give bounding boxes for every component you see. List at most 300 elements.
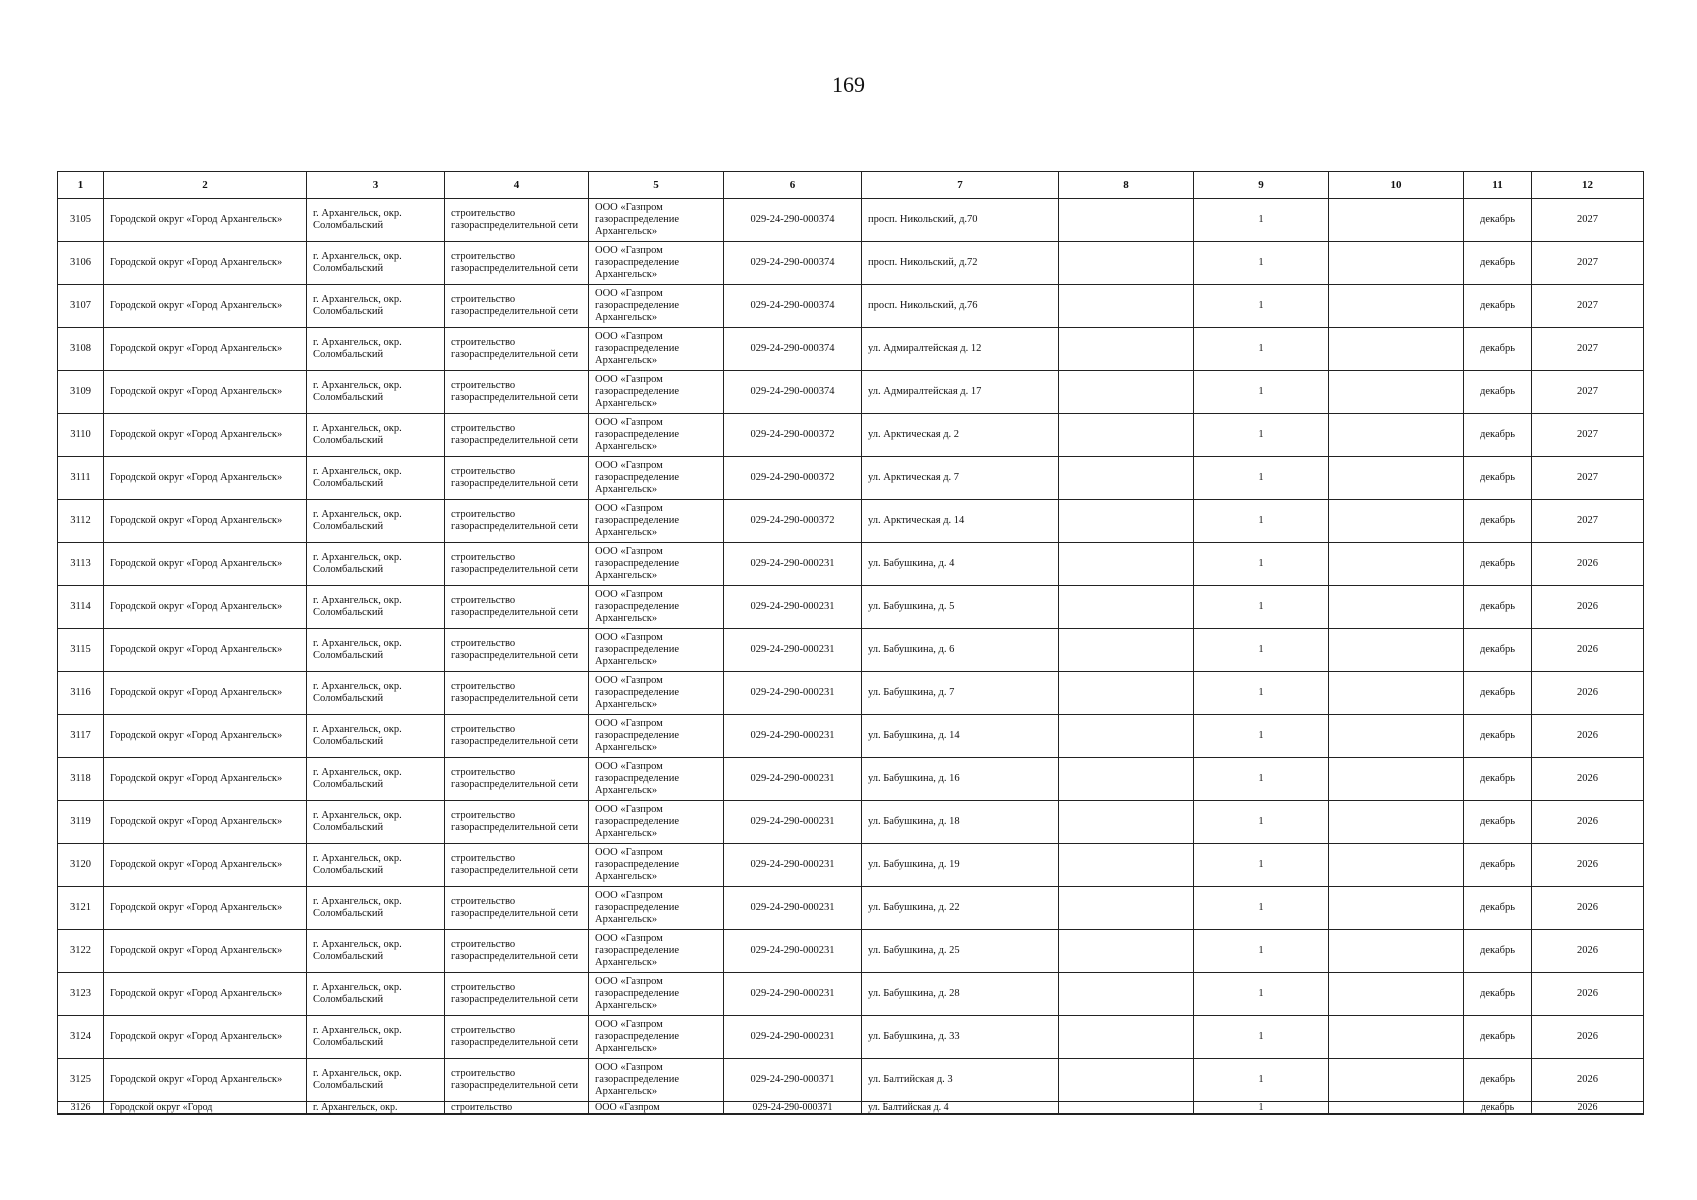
- month-cell: декабрь: [1464, 328, 1532, 371]
- table-row: [58, 844, 1644, 887]
- column-8-cell: [1059, 844, 1194, 887]
- locality-cell: г. Архангельск, окр. Соломбальский: [307, 371, 445, 414]
- quantity-cell: 1: [1194, 457, 1329, 500]
- table-row: [58, 199, 1644, 242]
- table-row: [58, 887, 1644, 930]
- organization-cell: ООО «Газпром газораспределение Архангельск»: [589, 371, 724, 414]
- month-cell: декабрь: [1464, 715, 1532, 758]
- work-type-cell: строительство: [445, 1102, 589, 1115]
- column-header: 2: [104, 172, 307, 199]
- column-header: 11: [1464, 172, 1532, 199]
- code-cell: 029-24-290-000372: [724, 457, 862, 500]
- work-type-cell: строительство газораспределительной сети: [445, 715, 589, 758]
- district-cell: Городской округ «Город Архангельск»: [104, 199, 307, 242]
- row-number-cell: 3112: [58, 500, 104, 543]
- quantity-cell: 1: [1194, 758, 1329, 801]
- code-cell: 029-24-290-000231: [724, 973, 862, 1016]
- column-8-cell: [1059, 715, 1194, 758]
- quantity-cell: 1: [1194, 328, 1329, 371]
- row-number-cell: 3110: [58, 414, 104, 457]
- table-row: [58, 758, 1644, 801]
- column-10-cell: [1329, 414, 1464, 457]
- row-number-cell: 3123: [58, 973, 104, 1016]
- code-cell: 029-24-290-000374: [724, 328, 862, 371]
- quantity-cell: 1: [1194, 1059, 1329, 1102]
- district-cell: Городской округ «Город Архангельск»: [104, 500, 307, 543]
- organization-cell: ООО «Газпром: [589, 1102, 724, 1115]
- row-number-cell: 3120: [58, 844, 104, 887]
- year-cell: 2027: [1532, 285, 1644, 328]
- year-cell: 2026: [1532, 586, 1644, 629]
- organization-cell: ООО «Газпром газораспределение Архангельск»: [589, 844, 724, 887]
- row-number-cell: 3109: [58, 371, 104, 414]
- work-type-cell: строительство газораспределительной сети: [445, 457, 589, 500]
- address-cell: ул. Бабушкина, д. 22: [862, 887, 1059, 930]
- month-cell: декабрь: [1464, 629, 1532, 672]
- address-cell: ул. Бабушкина, д. 28: [862, 973, 1059, 1016]
- district-cell: Городской округ «Город Архангельск»: [104, 242, 307, 285]
- column-8-cell: [1059, 328, 1194, 371]
- locality-cell: г. Архангельск, окр. Соломбальский: [307, 285, 445, 328]
- column-8-cell: [1059, 672, 1194, 715]
- quantity-cell: 1: [1194, 414, 1329, 457]
- column-header: 6: [724, 172, 862, 199]
- table-row: [58, 328, 1644, 371]
- locality-cell: г. Архангельск, окр. Соломбальский: [307, 844, 445, 887]
- work-type-cell: строительство газораспределительной сети: [445, 801, 589, 844]
- address-cell: ул. Адмиралтейская д. 12: [862, 328, 1059, 371]
- quantity-cell: 1: [1194, 973, 1329, 1016]
- year-cell: 2026: [1532, 543, 1644, 586]
- work-type-cell: строительство газораспределительной сети: [445, 500, 589, 543]
- column-10-cell: [1329, 500, 1464, 543]
- organization-cell: ООО «Газпром газораспределение Архангельск»: [589, 930, 724, 973]
- district-cell: Городской округ «Город Архангельск»: [104, 715, 307, 758]
- table-row: [58, 242, 1644, 285]
- column-header: 3: [307, 172, 445, 199]
- address-cell: просп. Никольский, д.72: [862, 242, 1059, 285]
- quantity-cell: 1: [1194, 715, 1329, 758]
- month-cell: декабрь: [1464, 1059, 1532, 1102]
- year-cell: 2027: [1532, 500, 1644, 543]
- row-number-cell: 3118: [58, 758, 104, 801]
- district-cell: Городской округ «Город: [104, 1102, 307, 1115]
- district-cell: Городской округ «Город Архангельск»: [104, 1016, 307, 1059]
- year-cell: 2027: [1532, 199, 1644, 242]
- address-cell: ул. Арктическая д. 14: [862, 500, 1059, 543]
- column-header: 9: [1194, 172, 1329, 199]
- month-cell: декабрь: [1464, 758, 1532, 801]
- year-cell: 2026: [1532, 715, 1644, 758]
- column-header: 5: [589, 172, 724, 199]
- table-row: [58, 1102, 1644, 1115]
- quantity-cell: 1: [1194, 371, 1329, 414]
- locality-cell: г. Архангельск, окр. Соломбальский: [307, 758, 445, 801]
- row-number-cell: 3113: [58, 543, 104, 586]
- month-cell: декабрь: [1464, 930, 1532, 973]
- locality-cell: г. Архангельск, окр. Соломбальский: [307, 328, 445, 371]
- district-cell: Городской округ «Город Архангельск»: [104, 887, 307, 930]
- table-row: [58, 414, 1644, 457]
- code-cell: 029-24-290-000372: [724, 500, 862, 543]
- organization-cell: ООО «Газпром газораспределение Архангельск»: [589, 1016, 724, 1059]
- work-type-cell: строительство газораспределительной сети: [445, 242, 589, 285]
- address-cell: ул. Адмиралтейская д. 17: [862, 371, 1059, 414]
- month-cell: декабрь: [1464, 801, 1532, 844]
- year-cell: 2026: [1532, 973, 1644, 1016]
- district-cell: Городской округ «Город Архангельск»: [104, 973, 307, 1016]
- quantity-cell: 1: [1194, 1102, 1329, 1115]
- column-8-cell: [1059, 887, 1194, 930]
- code-cell: 029-24-290-000231: [724, 887, 862, 930]
- year-cell: 2026: [1532, 887, 1644, 930]
- locality-cell: г. Архангельск, окр. Соломбальский: [307, 500, 445, 543]
- year-cell: 2026: [1532, 1102, 1644, 1115]
- code-cell: 029-24-290-000231: [724, 543, 862, 586]
- column-8-cell: [1059, 758, 1194, 801]
- table-row: [58, 1016, 1644, 1059]
- year-cell: 2026: [1532, 629, 1644, 672]
- month-cell: декабрь: [1464, 844, 1532, 887]
- column-header: 1: [58, 172, 104, 199]
- year-cell: 2026: [1532, 930, 1644, 973]
- year-cell: 2026: [1532, 1016, 1644, 1059]
- district-cell: Городской округ «Город Архангельск»: [104, 930, 307, 973]
- table-row: [58, 285, 1644, 328]
- address-cell: просп. Никольский, д.70: [862, 199, 1059, 242]
- address-cell: просп. Никольский, д.76: [862, 285, 1059, 328]
- column-10-cell: [1329, 801, 1464, 844]
- table-row: [58, 973, 1644, 1016]
- work-type-cell: строительство газораспределительной сети: [445, 930, 589, 973]
- organization-cell: ООО «Газпром газораспределение Архангельск»: [589, 801, 724, 844]
- table-row: [58, 930, 1644, 973]
- column-8-cell: [1059, 586, 1194, 629]
- table-body: [58, 172, 1644, 1115]
- column-10-cell: [1329, 1059, 1464, 1102]
- table-header-row: [58, 172, 1644, 199]
- row-number-cell: 3124: [58, 1016, 104, 1059]
- column-8-cell: [1059, 1059, 1194, 1102]
- work-type-cell: строительство газораспределительной сети: [445, 586, 589, 629]
- column-10-cell: [1329, 973, 1464, 1016]
- code-cell: 029-24-290-000231: [724, 801, 862, 844]
- work-type-cell: строительство газораспределительной сети: [445, 672, 589, 715]
- quantity-cell: 1: [1194, 672, 1329, 715]
- month-cell: декабрь: [1464, 543, 1532, 586]
- year-cell: 2027: [1532, 371, 1644, 414]
- code-cell: 029-24-290-000374: [724, 285, 862, 328]
- locality-cell: г. Архангельск, окр. Соломбальский: [307, 543, 445, 586]
- organization-cell: ООО «Газпром газораспределение Архангельск»: [589, 328, 724, 371]
- column-8-cell: [1059, 801, 1194, 844]
- district-cell: Городской округ «Город Архангельск»: [104, 1059, 307, 1102]
- code-cell: 029-24-290-000231: [724, 1016, 862, 1059]
- column-10-cell: [1329, 586, 1464, 629]
- address-cell: ул. Бабушкина, д. 25: [862, 930, 1059, 973]
- column-10-cell: [1329, 629, 1464, 672]
- district-cell: Городской округ «Город Архангельск»: [104, 328, 307, 371]
- work-type-cell: строительство газораспределительной сети: [445, 285, 589, 328]
- row-number-cell: 3116: [58, 672, 104, 715]
- district-cell: Городской округ «Город Архангельск»: [104, 629, 307, 672]
- year-cell: 2026: [1532, 758, 1644, 801]
- month-cell: декабрь: [1464, 371, 1532, 414]
- locality-cell: г. Архангельск, окр. Соломбальский: [307, 887, 445, 930]
- work-type-cell: строительство газораспределительной сети: [445, 1016, 589, 1059]
- address-cell: ул. Бабушкина, д. 19: [862, 844, 1059, 887]
- column-10-cell: [1329, 199, 1464, 242]
- column-8-cell: [1059, 543, 1194, 586]
- organization-cell: ООО «Газпром газораспределение Архангельск»: [589, 672, 724, 715]
- column-8-cell: [1059, 285, 1194, 328]
- address-cell: ул. Арктическая д. 7: [862, 457, 1059, 500]
- month-cell: декабрь: [1464, 242, 1532, 285]
- code-cell: 029-24-290-000372: [724, 414, 862, 457]
- month-cell: декабрь: [1464, 973, 1532, 1016]
- month-cell: декабрь: [1464, 672, 1532, 715]
- row-number-cell: 3125: [58, 1059, 104, 1102]
- column-header: 7: [862, 172, 1059, 199]
- code-cell: 029-24-290-000374: [724, 371, 862, 414]
- column-header: 8: [1059, 172, 1194, 199]
- column-10-cell: [1329, 887, 1464, 930]
- column-header: 10: [1329, 172, 1464, 199]
- table-row: [58, 586, 1644, 629]
- month-cell: декабрь: [1464, 887, 1532, 930]
- organization-cell: ООО «Газпром газораспределение Архангельск»: [589, 1059, 724, 1102]
- table-row: [58, 1059, 1644, 1102]
- row-number-cell: 3107: [58, 285, 104, 328]
- year-cell: 2026: [1532, 801, 1644, 844]
- work-type-cell: строительство газораспределительной сети: [445, 328, 589, 371]
- code-cell: 029-24-290-000231: [724, 586, 862, 629]
- quantity-cell: 1: [1194, 930, 1329, 973]
- year-cell: 2027: [1532, 242, 1644, 285]
- column-8-cell: [1059, 500, 1194, 543]
- year-cell: 2026: [1532, 672, 1644, 715]
- row-number-cell: 3106: [58, 242, 104, 285]
- work-type-cell: строительство газораспределительной сети: [445, 844, 589, 887]
- row-number-cell: 3119: [58, 801, 104, 844]
- month-cell: декабрь: [1464, 1102, 1532, 1115]
- month-cell: декабрь: [1464, 1016, 1532, 1059]
- locality-cell: г. Архангельск, окр. Соломбальский: [307, 199, 445, 242]
- organization-cell: ООО «Газпром газораспределение Архангельск»: [589, 543, 724, 586]
- locality-cell: г. Архангельск, окр. Соломбальский: [307, 930, 445, 973]
- quantity-cell: 1: [1194, 242, 1329, 285]
- organization-cell: ООО «Газпром газораспределение Архангельск»: [589, 242, 724, 285]
- row-number-cell: 3122: [58, 930, 104, 973]
- organization-cell: ООО «Газпром газораспределение Архангельск»: [589, 457, 724, 500]
- locality-cell: г. Архангельск, окр. Соломбальский: [307, 242, 445, 285]
- district-cell: Городской округ «Город Архангельск»: [104, 457, 307, 500]
- column-8-cell: [1059, 930, 1194, 973]
- address-cell: ул. Бабушкина, д. 6: [862, 629, 1059, 672]
- month-cell: декабрь: [1464, 414, 1532, 457]
- column-10-cell: [1329, 672, 1464, 715]
- locality-cell: г. Архангельск, окр. Соломбальский: [307, 801, 445, 844]
- code-cell: 029-24-290-000231: [724, 629, 862, 672]
- column-10-cell: [1329, 844, 1464, 887]
- table-row: [58, 801, 1644, 844]
- column-header: 12: [1532, 172, 1644, 199]
- table-row: [58, 715, 1644, 758]
- district-cell: Городской округ «Город Архангельск»: [104, 672, 307, 715]
- code-cell: 029-24-290-000231: [724, 672, 862, 715]
- organization-cell: ООО «Газпром газораспределение Архангельск»: [589, 199, 724, 242]
- code-cell: 029-24-290-000231: [724, 930, 862, 973]
- column-10-cell: [1329, 285, 1464, 328]
- column-8-cell: [1059, 1016, 1194, 1059]
- district-cell: Городской округ «Город Архангельск»: [104, 414, 307, 457]
- column-10-cell: [1329, 1102, 1464, 1115]
- column-10-cell: [1329, 930, 1464, 973]
- address-cell: ул. Бабушкина, д. 5: [862, 586, 1059, 629]
- year-cell: 2027: [1532, 414, 1644, 457]
- organization-cell: ООО «Газпром газораспределение Архангельск»: [589, 500, 724, 543]
- district-cell: Городской округ «Город Архангельск»: [104, 758, 307, 801]
- column-10-cell: [1329, 242, 1464, 285]
- locality-cell: г. Архангельск, окр. Соломбальский: [307, 1016, 445, 1059]
- year-cell: 2027: [1532, 328, 1644, 371]
- quantity-cell: 1: [1194, 500, 1329, 543]
- quantity-cell: 1: [1194, 199, 1329, 242]
- district-cell: Городской округ «Город Архангельск»: [104, 285, 307, 328]
- code-cell: 029-24-290-000371: [724, 1059, 862, 1102]
- address-cell: ул. Бабушкина, д. 18: [862, 801, 1059, 844]
- quantity-cell: 1: [1194, 586, 1329, 629]
- month-cell: декабрь: [1464, 199, 1532, 242]
- code-cell: 029-24-290-000374: [724, 242, 862, 285]
- work-type-cell: строительство газораспределительной сети: [445, 1059, 589, 1102]
- organization-cell: ООО «Газпром газораспределение Архангельск»: [589, 586, 724, 629]
- district-cell: Городской округ «Город Архангельск»: [104, 586, 307, 629]
- locality-cell: г. Архангельск, окр. Соломбальский: [307, 973, 445, 1016]
- locality-cell: г. Архангельск, окр.: [307, 1102, 445, 1115]
- address-cell: ул. Бабушкина, д. 14: [862, 715, 1059, 758]
- organization-cell: ООО «Газпром газораспределение Архангельск»: [589, 414, 724, 457]
- district-cell: Городской округ «Город Архангельск»: [104, 371, 307, 414]
- work-type-cell: строительство газораспределительной сети: [445, 758, 589, 801]
- row-number-cell: 3111: [58, 457, 104, 500]
- organization-cell: ООО «Газпром газораспределение Архангельск»: [589, 973, 724, 1016]
- organization-cell: ООО «Газпром газораспределение Архангельск»: [589, 887, 724, 930]
- column-10-cell: [1329, 371, 1464, 414]
- month-cell: декабрь: [1464, 457, 1532, 500]
- year-cell: 2026: [1532, 1059, 1644, 1102]
- column-8-cell: [1059, 1102, 1194, 1115]
- year-cell: 2027: [1532, 457, 1644, 500]
- table-row: [58, 543, 1644, 586]
- quantity-cell: 1: [1194, 1016, 1329, 1059]
- locality-cell: г. Архангельск, окр. Соломбальский: [307, 629, 445, 672]
- column-10-cell: [1329, 543, 1464, 586]
- table-row: [58, 371, 1644, 414]
- row-number-cell: 3114: [58, 586, 104, 629]
- month-cell: декабрь: [1464, 500, 1532, 543]
- work-type-cell: строительство газораспределительной сети: [445, 414, 589, 457]
- work-type-cell: строительство газораспределительной сети: [445, 973, 589, 1016]
- quantity-cell: 1: [1194, 887, 1329, 930]
- month-cell: декабрь: [1464, 285, 1532, 328]
- locality-cell: г. Архангельск, окр. Соломбальский: [307, 586, 445, 629]
- column-10-cell: [1329, 715, 1464, 758]
- quantity-cell: 1: [1194, 844, 1329, 887]
- organization-cell: ООО «Газпром газораспределение Архангельск»: [589, 715, 724, 758]
- column-10-cell: [1329, 328, 1464, 371]
- row-number-cell: 3115: [58, 629, 104, 672]
- code-cell: 029-24-290-000374: [724, 199, 862, 242]
- quantity-cell: 1: [1194, 285, 1329, 328]
- table-row: [58, 629, 1644, 672]
- code-cell: 029-24-290-000231: [724, 758, 862, 801]
- organization-cell: ООО «Газпром газораспределение Архангельск»: [589, 758, 724, 801]
- quantity-cell: 1: [1194, 801, 1329, 844]
- organization-cell: ООО «Газпром газораспределение Архангельск»: [589, 629, 724, 672]
- locality-cell: г. Архангельск, окр. Соломбальский: [307, 457, 445, 500]
- address-cell: ул. Бабушкина, д. 33: [862, 1016, 1059, 1059]
- work-type-cell: строительство газораспределительной сети: [445, 543, 589, 586]
- column-8-cell: [1059, 199, 1194, 242]
- code-cell: 029-24-290-000231: [724, 844, 862, 887]
- district-cell: Городской округ «Город Архангельск»: [104, 844, 307, 887]
- row-number-cell: 3108: [58, 328, 104, 371]
- address-cell: ул. Бабушкина, д. 16: [862, 758, 1059, 801]
- district-cell: Городской округ «Город Архангельск»: [104, 543, 307, 586]
- address-cell: ул. Балтийская д. 4: [862, 1102, 1059, 1115]
- row-number-cell: 3117: [58, 715, 104, 758]
- table-row: [58, 457, 1644, 500]
- work-type-cell: строительство газораспределительной сети: [445, 629, 589, 672]
- locality-cell: г. Архангельск, окр. Соломбальский: [307, 1059, 445, 1102]
- table-row: [58, 672, 1644, 715]
- address-cell: ул. Арктическая д. 2: [862, 414, 1059, 457]
- column-8-cell: [1059, 242, 1194, 285]
- work-type-cell: строительство газораспределительной сети: [445, 887, 589, 930]
- work-type-cell: строительство газораспределительной сети: [445, 371, 589, 414]
- code-cell: 029-24-290-000371: [724, 1102, 862, 1115]
- column-10-cell: [1329, 1016, 1464, 1059]
- month-cell: декабрь: [1464, 586, 1532, 629]
- row-number-cell: 3121: [58, 887, 104, 930]
- work-type-cell: строительство газораспределительной сети: [445, 199, 589, 242]
- page-number: 169: [832, 72, 865, 97]
- address-cell: ул. Балтийская д. 3: [862, 1059, 1059, 1102]
- column-8-cell: [1059, 414, 1194, 457]
- year-cell: 2026: [1532, 844, 1644, 887]
- data-table: [57, 171, 1644, 1115]
- column-8-cell: [1059, 973, 1194, 1016]
- district-cell: Городской округ «Город Архангельск»: [104, 801, 307, 844]
- locality-cell: г. Архангельск, окр. Соломбальский: [307, 414, 445, 457]
- code-cell: 029-24-290-000231: [724, 715, 862, 758]
- quantity-cell: 1: [1194, 629, 1329, 672]
- column-10-cell: [1329, 457, 1464, 500]
- column-header: 4: [445, 172, 589, 199]
- column-8-cell: [1059, 371, 1194, 414]
- address-cell: ул. Бабушкина, д. 4: [862, 543, 1059, 586]
- column-10-cell: [1329, 758, 1464, 801]
- locality-cell: г. Архангельск, окр. Соломбальский: [307, 715, 445, 758]
- quantity-cell: 1: [1194, 543, 1329, 586]
- organization-cell: ООО «Газпром газораспределение Архангельск»: [589, 285, 724, 328]
- address-cell: ул. Бабушкина, д. 7: [862, 672, 1059, 715]
- column-8-cell: [1059, 629, 1194, 672]
- locality-cell: г. Архангельск, окр. Соломбальский: [307, 672, 445, 715]
- row-number-cell: 3105: [58, 199, 104, 242]
- table-row: [58, 500, 1644, 543]
